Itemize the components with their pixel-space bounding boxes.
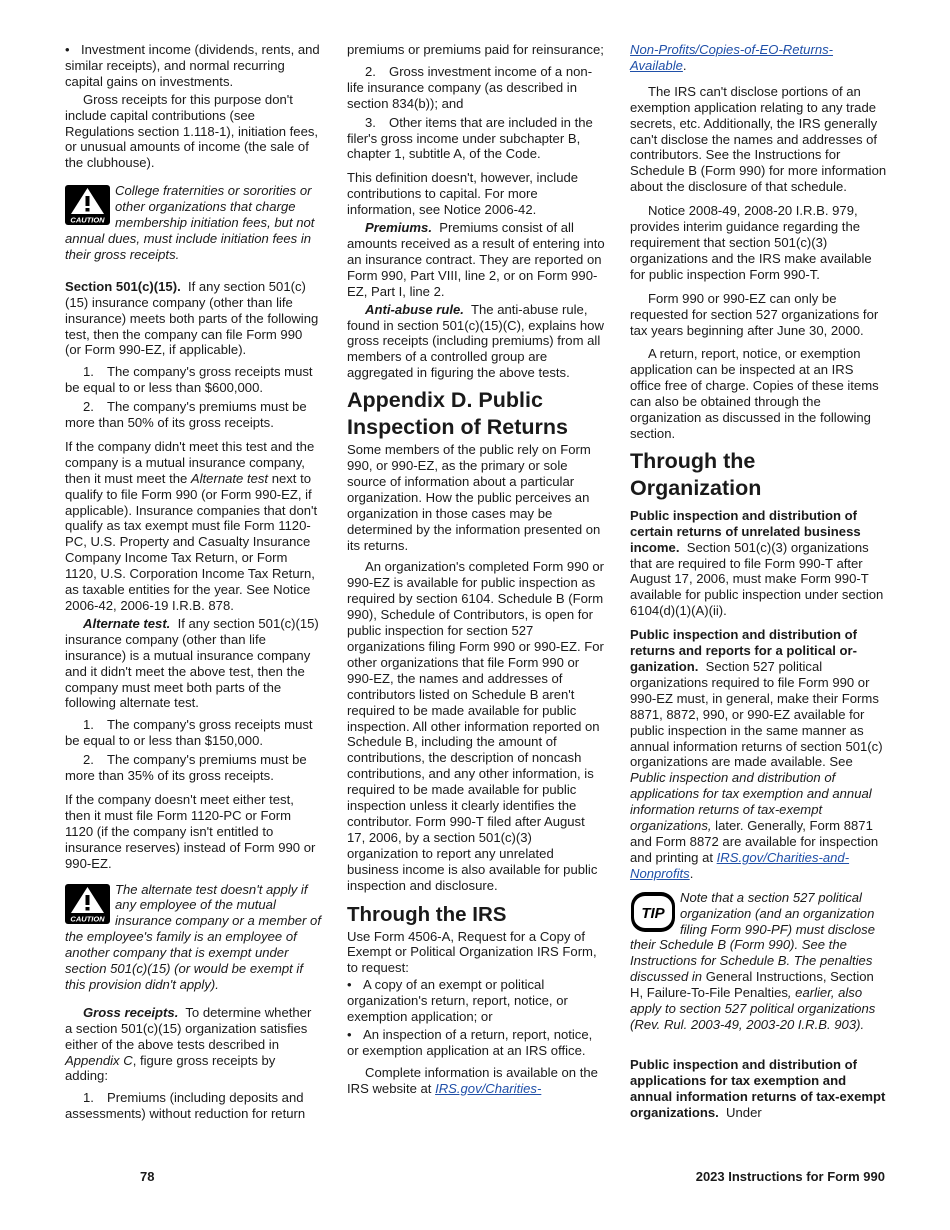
- column-1: [65, 42, 321, 1125]
- caution-label: CAUTION: [70, 215, 105, 225]
- tip-note: TIP Note that a section 527 political organization (and an organization filing Form 990-PF) must disclose their Schedule B (Form 990). See the Instructions for Schedule B. The penalties discussed in General Instructions, Section H, Failure-To-File Penalties, earlier, also apply to section 527 political organizations (Rev. Rul. 2003-49, 2003-20 I.R.B. 903).: [630, 889, 876, 1032]
- paragraph: Public inspection and distribution of certain returns of unrelated business income. Section 501(c)(3) organizations that are required to file Form 990-T after August 17, 2006, must make Form 990-T available for public inspection under section 6104(d)(1)(A)(ii).: [630, 507, 884, 619]
- paragraph: Gross receipts. To determine whether a section 501(c)(15) organization satisfies either of the above tests described in Appendix C, figure gross receipts by adding:: [65, 1004, 312, 1084]
- paragraph: premiums or premiums paid for reinsurance;: [347, 42, 604, 57]
- caution-label: CAUTION: [70, 914, 105, 923]
- tip-icon: [630, 891, 676, 933]
- paragraph: If the company didn't meet this test and the company is a mutual insurance company, then it must meet the Alternate test next to qualify to file Form 990 (or Form 990-EZ, if applicable). Insurance companies that don't qualify as tax exempt must file Form 1120-PC, U.S. Property and Casualty Insurance Company Income Tax Return, or Form 1120, U.S. Corporation Income Tax Return, as taxable entities for the year. See Notice 2006-42, 2006-19 I.R.B. 878.: [65, 438, 318, 613]
- caution-icon: [65, 884, 110, 924]
- caution-note: CAUTION College fraternities or sororities or other organizations that charge membership initiation fees, but not annual dues, must include initiation fees in their gross receipts.: [65, 183, 315, 262]
- section-heading: Through the IRS: [347, 902, 507, 926]
- paragraph: The IRS can't disclose portions of an exemption application relating to any trade secrets, etc. Additionally, the IRS generally can't disclose the names and addresses of contributors. See the Instructions for Schedule B (Form 990) for more information about the disclosure of that schedule.: [630, 83, 887, 195]
- document-title: 2023 Instructions for Form 990: [695, 1169, 885, 1184]
- list-item: • Investment income (dividends, rents, and similar receipts), and normal recurring capital gains on investments.: [65, 42, 320, 89]
- paragraph: Gross receipts for this purpose don't include capital contributions (see Regulations section 1.118-1), initiation fees, or unusual amounts of income (the sale of the clubhouse).: [65, 91, 319, 171]
- list-item: 2. The company's premiums must be more than 35% of its gross receipts.: [65, 752, 307, 784]
- paragraph: Public inspection and distribution of applications for tax exemption and annual information returns of tax-exempt organizations. Under: [630, 1056, 886, 1120]
- list-item: • A copy of an exempt or political organization's return, report, notice, or exemption application; or: [347, 977, 568, 1025]
- paragraph: Premiums. Premiums consist of all amounts received as a result of entering into an insurance contract. They are reported on Form 990, Part VIII, line 2, or on Form 990-EZ, Part I, line 2.: [347, 220, 605, 299]
- paragraph: If the company doesn't meet either test, then it must file Form 1120-PC or Form 1120 (if the company isn't entitled to insurance reserves) instead of Form 990 or 990-EZ.: [65, 791, 316, 871]
- column-2: [347, 42, 605, 1103]
- list-item: 1. The company's gross receipts must be equal to or less than $600,000.: [65, 364, 313, 396]
- paragraph: Public inspection and distribution of returns and reports for a political organization. Section 527 political organizations required to file Form 990 or 990-EZ must, in general, make their Forms 8871, 8872, 990, or 990-EZ available for public inspection in the same manner as annual information returns of section 501(c) organizations are made available. See Public inspection and distribution of applications for tax exemption and annual information returns of tax-exempt organizations, later. Generally, Form 8871 and Form 8872 are available for inspection and printing at IRS.gov/Charities-and-Nonprofits.: [630, 627, 883, 881]
- list-item: • An inspection of a return, report, notice, or exemption application at an IRS office.: [347, 1026, 593, 1058]
- paragraph: Some members of the public rely on Form 990, or 990-EZ, as the primary or sole source of information about a particular organization. How the public perceives an organization in those cases may be determined by the information presented on its returns.: [347, 442, 601, 553]
- paragraph: Anti-abuse rule. The anti-abuse rule, found in section 501(c)(15)(C), explains how gross receipts (including premiums) from all members of a controlled group are aggregated in figuring the above tests.: [347, 301, 604, 381]
- paragraph: Notice 2008-49, 2008-20 I.R.B. 979, provides interim guidance regarding the requirement that section 501(c)(3) organizations and the IRS make available for public inspection Form 990-T.: [630, 203, 872, 282]
- list-item: 1. Premiums (including deposits and assessments) without reduction for return: [65, 1090, 306, 1122]
- list-item: 2. The company's premiums must be more than 50% of its gross receipts.: [65, 399, 307, 431]
- list-item: 3. Other items that are included in the filer's gross income under subchapter B, chapter 1, subtitle A, of the Code.: [347, 114, 593, 162]
- paragraph: A return, report, notice, or exemption application can be inspected at an IRS office free of charge. Copies of these items can also be obtained through the organization as discussed in the following section.: [630, 346, 879, 441]
- paragraph: Use Form 4506-A, Request for a Copy of Exempt or Political Organization IRS Form, to request:: [347, 928, 597, 976]
- charities-nonprofits-link[interactable]: IRS.gov/Charities-and-Nonprofits: [630, 849, 850, 881]
- caution-note: CAUTION The alternate test doesn't apply if any employee of the mutual insurance company or a member of the employee's family is an employee of another company that is exempt under section 501(c)(15) (or would be exempt if this provision didn't apply).: [65, 881, 321, 992]
- paragraph: Alternate test. If any section 501(c)(15) insurance company (other than life insurance) is a mutual insurance company and it didn't meet the above test, then the company must meet both parts of the following alternate test.: [65, 615, 319, 711]
- list-item: 2. Gross investment income of a non-life insurance company (as described in section 834(b)); and: [347, 63, 593, 111]
- paragraph: Section 501(c)(15). If any section 501(c)(15) insurance company (other than life insurance) meets both parts of the following test, then the company can file Form 990 (or Form 990-EZ, if applicable).: [65, 278, 319, 358]
- irs-charities-link[interactable]: IRS.gov/Charities-: [435, 1080, 542, 1096]
- paragraph: Form 990 or 990-EZ can only be requested for section 527 organizations for tax years beginning after June 30, 2000.: [630, 290, 879, 338]
- paragraph: Complete information is available on the IRS website at IRS.gov/Charities-: [347, 1064, 598, 1096]
- paragraph: This definition doesn't, however, include contributions to capital. For more information, see Notice 2006-42.: [347, 170, 579, 218]
- copies-eo-returns-link[interactable]: Non-Profits/Copies-of-EO-Returns-Available: [630, 42, 834, 73]
- list-item: 1. The company's gross receipts must be equal to or less than $150,000.: [65, 717, 313, 749]
- paragraph: Non-Profits/Copies-of-EO-Returns-Available.: [630, 42, 834, 73]
- column-3: [630, 42, 888, 1126]
- tip-label: TIP: [641, 904, 665, 922]
- caution-icon: [65, 185, 110, 225]
- paragraph: An organization's completed Form 990 or 990-EZ is available for public inspection as required by section 6104. Schedule B (Form 990), Schedule of Contributors, is open for public inspection for section 527 organizations filing Form 990 or 990-EZ. For other organizations that file Form 990 or 990-EZ, the names and addresses of contributors listed on Schedule B aren't required to be made available for public inspection. All other information reported on Schedule B, including the amount of contributions, the description of noncash contributions, and any other information, is required to be made available for public inspection unless it clearly identifies the contributor. Form 990-T filed after August 17, 2006, by a section 501(c)(3) organization to report any unrelated business income is also available for public inspection and disclosure.: [347, 559, 605, 893]
- section-heading: Through the Organization: [630, 448, 762, 500]
- page-number: 78: [140, 1169, 155, 1184]
- section-heading: Appendix D. Public Inspection of Returns: [347, 388, 568, 440]
